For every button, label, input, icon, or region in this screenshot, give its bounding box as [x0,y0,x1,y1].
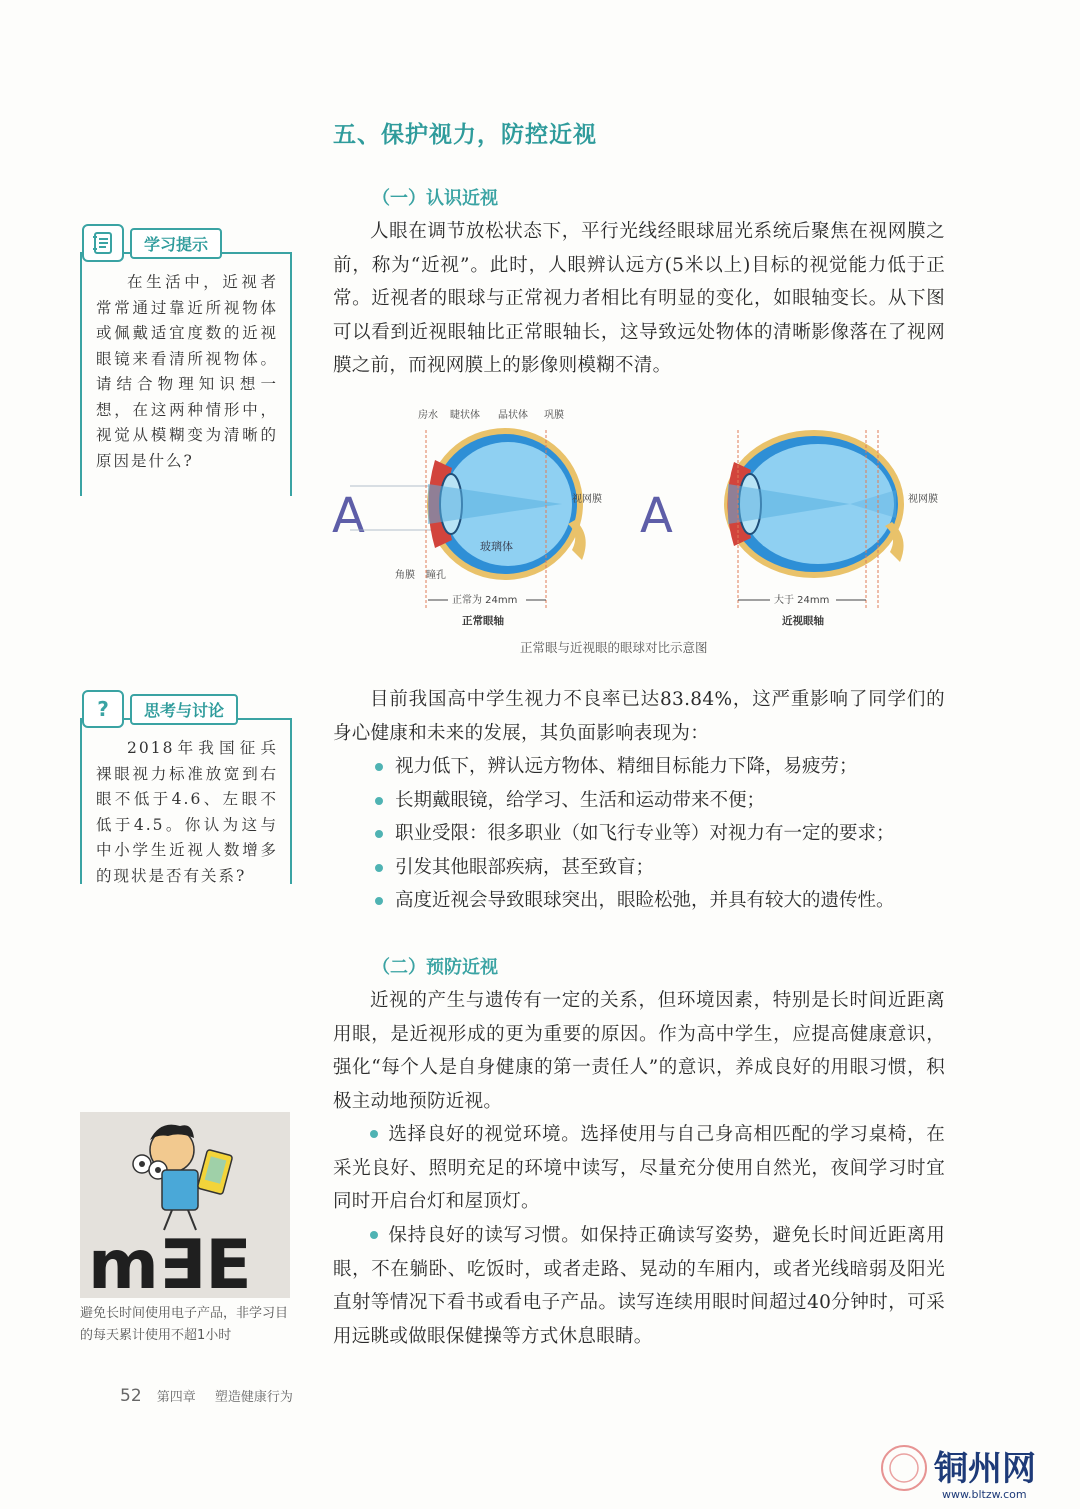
list-item: 职业受限：很多职业（如飞行专业等）对视力有一定的要求； [333,817,953,851]
question-icon: ? [82,690,124,728]
object-letter-left: A [332,488,365,544]
list-item: 引发其他眼部疾病，甚至致盲； [333,851,953,885]
eye-chart-letters: m∃E [88,1226,252,1298]
chapter-number: 第四章 [156,1390,196,1405]
impact-list [333,750,953,918]
environment-paragraph-text: 选择良好的视觉环境。选择使用与自己身高相匹配的学习桌椅，在采光良好、照明充足的环境中读写，尽量充分使用自然光，夜间学习时宜同时开启台灯和屋顶灯。 [333,1124,945,1213]
page-footer [120,1386,293,1406]
bullet-dot [370,1231,378,1239]
list-item: 视力低下，辨认远方物体、精细目标能力下降，易疲劳； [333,750,953,784]
stats-paragraph [333,683,945,750]
discussion-text: 2018年我国征兵裸眼视力标准放宽到右眼不低于4.6、左眼不低于4.5。你认为这与中小学生近视人数增多的现状是否有关系? [96,739,278,885]
chapter-name: 塑造健康行为 [214,1390,293,1405]
notebook-icon [82,224,124,262]
learning-tip-box [80,234,292,496]
prevention-paragraph-text: 近视的产生与遗传有一定的关系，但环境因素，特别是长时间近距离用眼，是近视形成的更为重要的原因。作为高中学生，应提高健康意识，强化“每个人是自身健康的第一责任人”的意识，养成良好的用眼习惯，积极主动地预防近视。 [333,990,945,1112]
myopic-eye [724,430,904,610]
normal-eye [426,428,586,610]
cartoon-caption: 避免长时间使用电子产品，非学习目的每天累计使用不超1小时 [80,1306,289,1343]
watermark-url: www.bltzw.com [942,1488,1027,1501]
watermark-site-name: 铜州网 [934,1449,1036,1489]
learning-tip-label: 学习提示 [130,228,222,259]
learning-tip-header [82,224,222,262]
label-retina-right: 视网膜 [908,494,938,505]
label-retina-left: 视网膜 [572,494,602,505]
subsection-title-1: （一）认识近视 [372,188,498,209]
label-aqueous: 房水 [418,410,438,421]
subsection-title-2: （二）预防近视 [372,957,498,978]
label-cornea: 角膜 [395,570,415,581]
habits-paragraph-text: 保持良好的读写习惯。如保持正确读写姿势，避免长时间近距离用眼，不在躺卧、吃饭时，或者走路、晃动的车厢内，或者光线暗弱及阳光直射等情况下看书或看电子产品。读写连续用眼时间超过40分钟时，可采用远眺或做眼保健操等方式休息眼睛。 [333,1225,945,1347]
object-letter-right: A [640,488,673,544]
intro-paragraph [333,215,945,383]
page-number: 52 [120,1386,142,1406]
section-title: 五、保护视力，防控近视 [333,122,597,148]
label-sclera: 巩膜 [544,410,564,421]
label-lens: 晶状体 [498,410,528,421]
stats-paragraph-text: 目前我国高中学生视力不良率已达83.84%，这严重影响了同学们的身心健康和未来的发展，其负面影响表现为： [333,689,945,744]
intro-paragraph-text: 人眼在调节放松状态下，平行光线经眼球屈光系统后聚焦在视网膜之前，称为“近视”。此时，人眼辨认远方(5米以上)目标的视觉能力低于正常。近视者的眼球与正常视力者相比有明显的变化，如眼轴变长。从下图可以看到近视眼轴比正常眼轴长，这导致远处物体的清晰影像落在了视网膜之前，而视网膜上的影像则模糊不清。 [333,221,945,377]
discussion-label: 思考与讨论 [130,694,238,725]
label-vitreous: 玻璃体 [480,540,513,553]
habits-paragraph [333,1219,945,1353]
discussion-header [82,690,238,728]
eye-comparison-diagram [330,400,950,662]
learning-tip-text: 在生活中，近视者常常通过靠近所视物体或佩戴适宜度数的近视眼镜来看清所视物体。请结合物理知识想一想，在这两种情形中，视觉从模糊变为清晰的原因是什么? [96,273,278,470]
myopic-axis-label: 近视眼轴 [782,615,824,627]
site-watermark [860,1440,1070,1502]
prevention-paragraph [333,984,945,1118]
discussion-box [80,697,292,885]
list-item: 高度近视会导致眼球突出，眼睑松弛，并具有较大的遗传性。 [333,884,953,918]
diagram-caption: 正常眼与近视眼的眼球对比示意图 [520,640,708,655]
cartoon-illustration [80,1112,290,1298]
environment-paragraph [333,1118,945,1219]
label-ciliary: 睫状体 [450,410,480,421]
label-pupil: 瞳孔 [426,570,446,581]
list-item: 长期戴眼镜，给学习、生活和运动带来不便； [333,784,953,818]
normal-length-label: 正常为 24mm [452,595,518,606]
bullet-dot [370,1130,378,1138]
normal-axis-label: 正常眼轴 [462,615,504,627]
myopic-length-label: 大于 24mm [774,595,830,606]
